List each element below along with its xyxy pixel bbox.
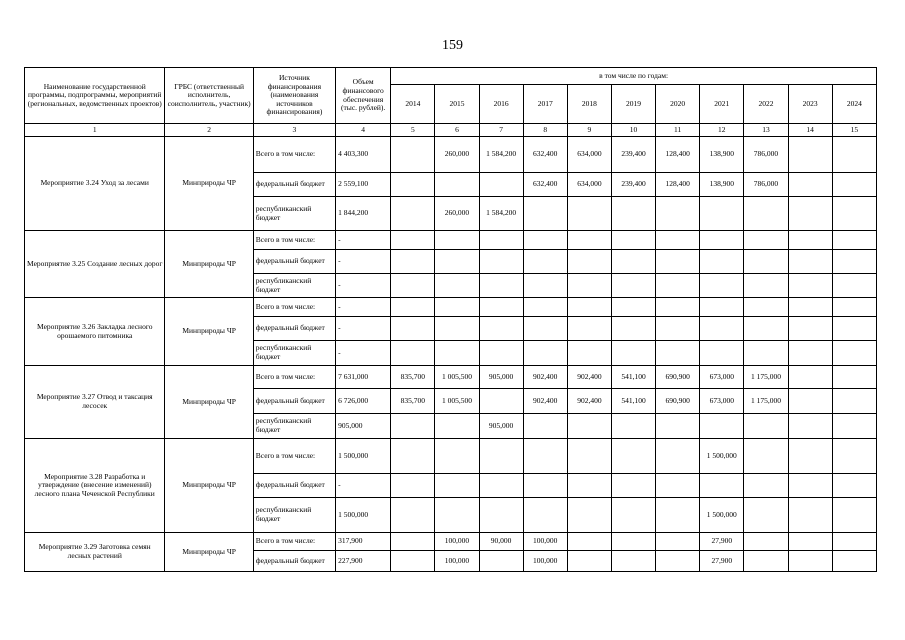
- year-value-cell: [700, 317, 744, 341]
- year-value-cell: [523, 274, 567, 298]
- header-volume: Объем финансового обеспечения (тыс. рублей).: [336, 68, 391, 124]
- year-value-cell: 100,000: [523, 551, 567, 572]
- year-value-cell: [435, 298, 479, 317]
- volume-cell: -: [336, 274, 391, 298]
- column-index: 3: [253, 124, 335, 137]
- year-value-cell: [832, 298, 876, 317]
- year-value-cell: 835,700: [391, 389, 435, 414]
- year-value-cell: [611, 197, 655, 231]
- volume-cell: 317,900: [336, 533, 391, 551]
- year-value-cell: [391, 173, 435, 197]
- year-value-cell: [788, 137, 832, 173]
- year-value-cell: [567, 298, 611, 317]
- year-header: 2017: [523, 85, 567, 124]
- year-value-cell: 690,900: [656, 389, 700, 414]
- year-value-cell: [832, 414, 876, 439]
- year-value-cell: [832, 474, 876, 498]
- source-cell: республиканский бюджет: [253, 341, 335, 366]
- activity-name: Мероприятие 3.27 Отвод и таксация лесосек: [25, 366, 165, 439]
- column-index: 8: [523, 124, 567, 137]
- year-value-cell: [832, 197, 876, 231]
- year-header: 2014: [391, 85, 435, 124]
- table-header: [25, 68, 877, 137]
- column-index: 1: [25, 124, 165, 137]
- year-value-cell: 673,000: [700, 389, 744, 414]
- year-value-cell: [523, 474, 567, 498]
- year-value-cell: [479, 317, 523, 341]
- year-value-cell: [744, 439, 788, 474]
- year-value-cell: [832, 274, 876, 298]
- year-value-cell: [788, 474, 832, 498]
- year-value-cell: 100,000: [523, 533, 567, 551]
- page-number: 159: [442, 38, 463, 53]
- year-value-cell: [435, 250, 479, 274]
- source-cell: Всего в том числе:: [253, 231, 335, 250]
- activity-name: Мероприятие 3.29 Заготовка семян лесных растений: [25, 533, 165, 572]
- year-value-cell: [479, 439, 523, 474]
- source-cell: федеральный бюджет: [253, 250, 335, 274]
- year-value-cell: 1 175,000: [744, 389, 788, 414]
- year-value-cell: [611, 341, 655, 366]
- year-value-cell: [788, 231, 832, 250]
- year-value-cell: [700, 298, 744, 317]
- year-value-cell: 138,900: [700, 173, 744, 197]
- year-value-cell: [744, 498, 788, 533]
- year-value-cell: [435, 231, 479, 250]
- year-value-cell: [435, 439, 479, 474]
- year-value-cell: [788, 197, 832, 231]
- year-value-cell: [788, 366, 832, 389]
- year-value-cell: [744, 474, 788, 498]
- year-value-cell: [700, 274, 744, 298]
- year-value-cell: [611, 317, 655, 341]
- year-value-cell: [832, 173, 876, 197]
- year-header: 2024: [832, 85, 876, 124]
- year-value-cell: [391, 250, 435, 274]
- year-value-cell: [656, 474, 700, 498]
- year-value-cell: [744, 250, 788, 274]
- year-value-cell: [656, 274, 700, 298]
- year-value-cell: [656, 231, 700, 250]
- year-value-cell: [744, 274, 788, 298]
- year-value-cell: [656, 498, 700, 533]
- year-value-cell: [479, 173, 523, 197]
- source-cell: Всего в том числе:: [253, 298, 335, 317]
- year-value-cell: [567, 533, 611, 551]
- year-value-cell: [788, 551, 832, 572]
- volume-cell: 227,900: [336, 551, 391, 572]
- year-value-cell: [523, 231, 567, 250]
- year-value-cell: [611, 231, 655, 250]
- year-value-cell: [567, 317, 611, 341]
- year-header: 2020: [656, 85, 700, 124]
- year-value-cell: [567, 274, 611, 298]
- year-value-cell: [479, 274, 523, 298]
- volume-cell: -: [336, 317, 391, 341]
- year-value-cell: [523, 298, 567, 317]
- column-index: 9: [567, 124, 611, 137]
- year-value-cell: [567, 439, 611, 474]
- year-value-cell: [567, 474, 611, 498]
- year-value-cell: [832, 366, 876, 389]
- year-value-cell: [744, 533, 788, 551]
- year-value-cell: [744, 414, 788, 439]
- year-value-cell: 90,000: [479, 533, 523, 551]
- year-value-cell: [832, 533, 876, 551]
- year-value-cell: [523, 498, 567, 533]
- year-value-cell: [788, 533, 832, 551]
- year-value-cell: [700, 341, 744, 366]
- year-value-cell: [832, 389, 876, 414]
- year-value-cell: 634,000: [567, 173, 611, 197]
- volume-cell: 6 726,000: [336, 389, 391, 414]
- grbs-cell: Минприроды ЧР: [165, 137, 253, 231]
- year-value-cell: [832, 250, 876, 274]
- year-value-cell: [479, 298, 523, 317]
- year-value-cell: [611, 533, 655, 551]
- year-value-cell: [611, 414, 655, 439]
- year-value-cell: [435, 414, 479, 439]
- year-value-cell: [391, 298, 435, 317]
- year-value-cell: 690,900: [656, 366, 700, 389]
- year-value-cell: [391, 414, 435, 439]
- year-value-cell: [656, 533, 700, 551]
- year-value-cell: 541,100: [611, 366, 655, 389]
- year-value-cell: 1 584,200: [479, 137, 523, 173]
- year-value-cell: [479, 250, 523, 274]
- year-value-cell: [611, 439, 655, 474]
- table-row: [25, 439, 877, 474]
- year-value-cell: [788, 274, 832, 298]
- year-value-cell: [435, 274, 479, 298]
- year-value-cell: [567, 197, 611, 231]
- header-source: Источник финансирования (наименования источников финансирования): [253, 68, 335, 124]
- year-value-cell: 27,900: [700, 533, 744, 551]
- volume-cell: 2 559,100: [336, 173, 391, 197]
- year-value-cell: [656, 551, 700, 572]
- year-value-cell: [611, 474, 655, 498]
- year-value-cell: [744, 197, 788, 231]
- year-value-cell: 902,400: [523, 366, 567, 389]
- year-value-cell: 1 005,500: [435, 389, 479, 414]
- year-value-cell: [788, 414, 832, 439]
- activity-name: Мероприятие 3.25 Создание лесных дорог: [25, 231, 165, 298]
- year-value-cell: [479, 341, 523, 366]
- volume-cell: -: [336, 474, 391, 498]
- year-value-cell: [656, 414, 700, 439]
- year-value-cell: 1 500,000: [700, 498, 744, 533]
- volume-cell: 905,000: [336, 414, 391, 439]
- year-value-cell: 138,900: [700, 137, 744, 173]
- source-cell: Всего в том числе:: [253, 366, 335, 389]
- volume-cell: 4 403,300: [336, 137, 391, 173]
- year-value-cell: [523, 341, 567, 366]
- grbs-cell: Минприроды ЧР: [165, 298, 253, 366]
- year-value-cell: [744, 231, 788, 250]
- source-cell: Всего в том числе:: [253, 137, 335, 173]
- source-cell: республиканский бюджет: [253, 274, 335, 298]
- year-value-cell: [567, 250, 611, 274]
- year-value-cell: [832, 551, 876, 572]
- column-index-row: [25, 124, 877, 137]
- year-value-cell: [832, 498, 876, 533]
- year-value-cell: [700, 231, 744, 250]
- year-value-cell: 786,000: [744, 137, 788, 173]
- table-body: [25, 137, 877, 572]
- year-value-cell: [611, 298, 655, 317]
- source-cell: республиканский бюджет: [253, 498, 335, 533]
- year-value-cell: 905,000: [479, 414, 523, 439]
- year-value-cell: [567, 341, 611, 366]
- year-value-cell: [523, 317, 567, 341]
- volume-cell: 7 631,000: [336, 366, 391, 389]
- year-value-cell: 1 584,200: [479, 197, 523, 231]
- year-value-cell: [523, 197, 567, 231]
- year-value-cell: [391, 474, 435, 498]
- year-value-cell: [832, 137, 876, 173]
- year-value-cell: 905,000: [479, 366, 523, 389]
- volume-cell: 1 844,200: [336, 197, 391, 231]
- year-value-cell: [391, 137, 435, 173]
- year-value-cell: [391, 317, 435, 341]
- year-value-cell: [744, 341, 788, 366]
- year-header: 2022: [744, 85, 788, 124]
- year-value-cell: 239,400: [611, 137, 655, 173]
- table-row: [25, 298, 877, 317]
- header-grbs: ГРБС (ответственный исполнитель, соисполнитель, участник): [165, 68, 253, 124]
- year-header: 2023: [788, 85, 832, 124]
- year-value-cell: [479, 474, 523, 498]
- year-value-cell: [656, 439, 700, 474]
- table-row: [25, 533, 877, 551]
- year-value-cell: [391, 533, 435, 551]
- column-index: 2: [165, 124, 253, 137]
- activity-name: Мероприятие 3.24 Уход за лесами: [25, 137, 165, 231]
- year-value-cell: [611, 274, 655, 298]
- header-name: Наименование государственной программы, подпрограммы, мероприятий (региональных, ведомственных проектов): [25, 68, 165, 124]
- year-value-cell: [435, 474, 479, 498]
- year-value-cell: 902,400: [567, 366, 611, 389]
- year-value-cell: 1 005,500: [435, 366, 479, 389]
- year-value-cell: [479, 551, 523, 572]
- year-value-cell: [744, 317, 788, 341]
- year-value-cell: 632,400: [523, 137, 567, 173]
- year-value-cell: 835,700: [391, 366, 435, 389]
- year-value-cell: [523, 439, 567, 474]
- year-value-cell: [479, 231, 523, 250]
- source-cell: федеральный бюджет: [253, 317, 335, 341]
- year-value-cell: [788, 498, 832, 533]
- year-value-cell: 27,900: [700, 551, 744, 572]
- year-value-cell: [435, 498, 479, 533]
- activity-name: Мероприятие 3.28 Разработка и утверждение (внесение изменений) лесного плана Чеченской Республики: [25, 439, 165, 533]
- year-header: 2019: [611, 85, 655, 124]
- year-value-cell: [788, 389, 832, 414]
- year-value-cell: 786,000: [744, 173, 788, 197]
- year-value-cell: [788, 341, 832, 366]
- volume-cell: -: [336, 298, 391, 317]
- volume-cell: -: [336, 341, 391, 366]
- year-value-cell: [700, 474, 744, 498]
- source-cell: Всего в том числе:: [253, 439, 335, 474]
- volume-cell: -: [336, 231, 391, 250]
- year-value-cell: [832, 231, 876, 250]
- year-value-cell: [523, 250, 567, 274]
- year-value-cell: 902,400: [567, 389, 611, 414]
- year-value-cell: [788, 298, 832, 317]
- column-index: 14: [788, 124, 832, 137]
- year-value-cell: [611, 498, 655, 533]
- year-value-cell: [435, 317, 479, 341]
- column-index: 12: [700, 124, 744, 137]
- grbs-cell: Минприроды ЧР: [165, 366, 253, 439]
- year-value-cell: [391, 231, 435, 250]
- year-value-cell: [435, 173, 479, 197]
- year-value-cell: 239,400: [611, 173, 655, 197]
- volume-cell: 1 500,000: [336, 498, 391, 533]
- column-index: 4: [336, 124, 391, 137]
- year-value-cell: 128,400: [656, 173, 700, 197]
- source-cell: республиканский бюджет: [253, 197, 335, 231]
- year-header: 2021: [700, 85, 744, 124]
- year-value-cell: [656, 298, 700, 317]
- year-value-cell: [567, 231, 611, 250]
- year-value-cell: [656, 197, 700, 231]
- header-by-years: в том числе по годам:: [391, 68, 877, 85]
- year-value-cell: [788, 250, 832, 274]
- year-value-cell: [391, 341, 435, 366]
- year-value-cell: 100,000: [435, 533, 479, 551]
- year-value-cell: [391, 274, 435, 298]
- year-value-cell: [700, 250, 744, 274]
- year-header: 2015: [435, 85, 479, 124]
- source-cell: федеральный бюджет: [253, 551, 335, 572]
- activity-name: Мероприятие 3.26 Закладка лесного орошаемого питомника: [25, 298, 165, 366]
- year-value-cell: [479, 389, 523, 414]
- grbs-cell: Минприроды ЧР: [165, 439, 253, 533]
- column-index: 10: [611, 124, 655, 137]
- year-value-cell: 1 175,000: [744, 366, 788, 389]
- year-value-cell: [788, 317, 832, 341]
- year-value-cell: [832, 439, 876, 474]
- year-value-cell: [832, 341, 876, 366]
- table-row: [25, 366, 877, 389]
- source-cell: республиканский бюджет: [253, 414, 335, 439]
- year-value-cell: [435, 341, 479, 366]
- year-value-cell: [744, 551, 788, 572]
- year-value-cell: 634,000: [567, 137, 611, 173]
- year-value-cell: [611, 250, 655, 274]
- year-value-cell: 100,000: [435, 551, 479, 572]
- source-cell: федеральный бюджет: [253, 474, 335, 498]
- column-index: 13: [744, 124, 788, 137]
- year-value-cell: 902,400: [523, 389, 567, 414]
- year-header: 2016: [479, 85, 523, 124]
- year-value-cell: [391, 551, 435, 572]
- year-value-cell: [611, 551, 655, 572]
- column-index: 15: [832, 124, 876, 137]
- year-value-cell: 632,400: [523, 173, 567, 197]
- column-index: 5: [391, 124, 435, 137]
- year-value-cell: 260,000: [435, 197, 479, 231]
- year-value-cell: [788, 173, 832, 197]
- table-row: [25, 137, 877, 173]
- grbs-cell: Минприроды ЧР: [165, 231, 253, 298]
- year-value-cell: [391, 197, 435, 231]
- source-cell: федеральный бюджет: [253, 173, 335, 197]
- year-value-cell: [391, 439, 435, 474]
- year-value-cell: 541,100: [611, 389, 655, 414]
- year-value-cell: [567, 551, 611, 572]
- year-value-cell: [656, 317, 700, 341]
- table-row: [25, 231, 877, 250]
- column-index: 7: [479, 124, 523, 137]
- year-value-cell: 260,000: [435, 137, 479, 173]
- grbs-cell: Минприроды ЧР: [165, 533, 253, 572]
- year-value-cell: 128,400: [656, 137, 700, 173]
- year-value-cell: [479, 498, 523, 533]
- volume-cell: -: [336, 250, 391, 274]
- column-index: 6: [435, 124, 479, 137]
- source-cell: Всего в том числе:: [253, 533, 335, 551]
- year-header: 2018: [567, 85, 611, 124]
- year-value-cell: 673,000: [700, 366, 744, 389]
- column-index: 11: [656, 124, 700, 137]
- year-value-cell: [523, 414, 567, 439]
- year-value-cell: [700, 414, 744, 439]
- volume-cell: 1 500,000: [336, 439, 391, 474]
- year-value-cell: [832, 317, 876, 341]
- year-value-cell: [567, 498, 611, 533]
- year-value-cell: [567, 414, 611, 439]
- year-value-cell: 1 500,000: [700, 439, 744, 474]
- year-value-cell: [656, 341, 700, 366]
- year-value-cell: [656, 250, 700, 274]
- source-cell: федеральный бюджет: [253, 389, 335, 414]
- year-value-cell: [700, 197, 744, 231]
- financing-table: [24, 67, 877, 572]
- year-value-cell: [744, 298, 788, 317]
- year-value-cell: [391, 498, 435, 533]
- year-value-cell: [788, 439, 832, 474]
